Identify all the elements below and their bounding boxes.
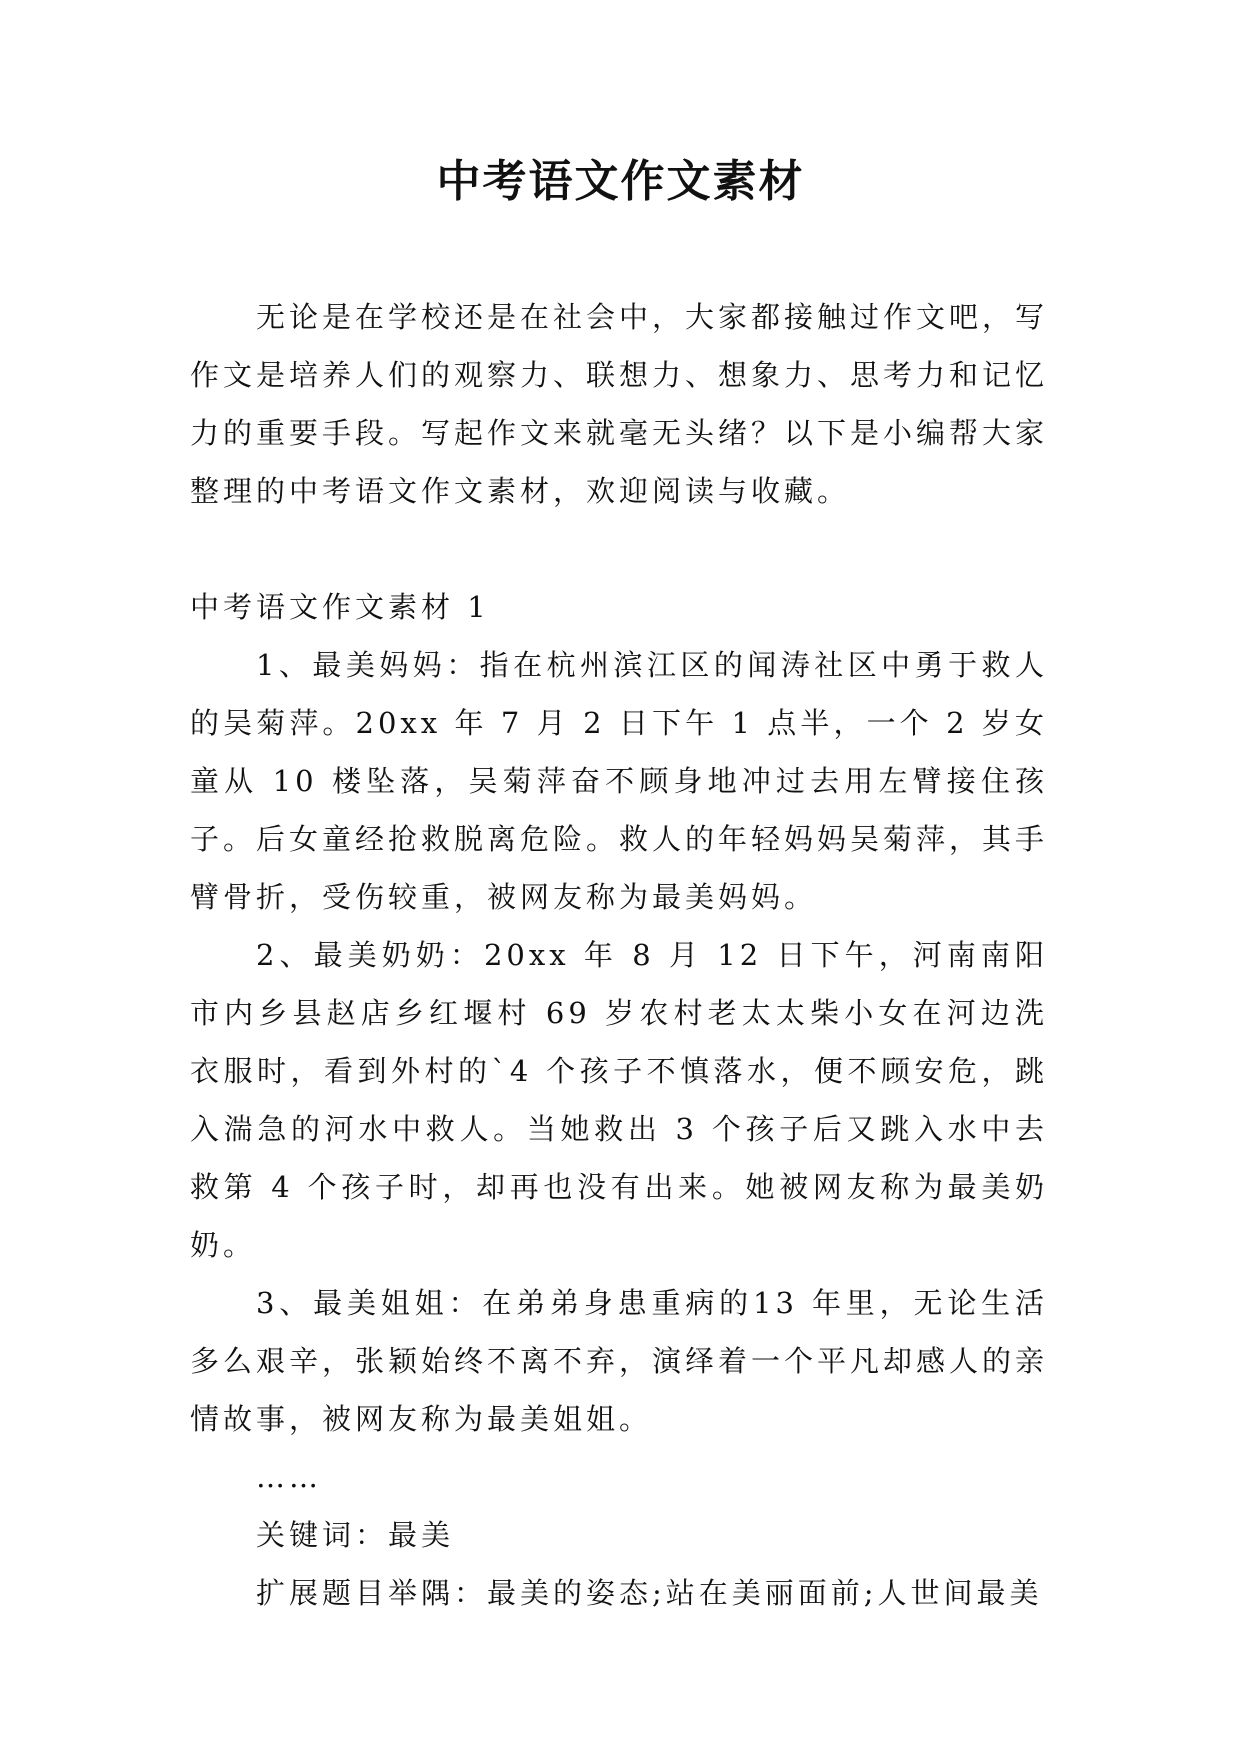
list-item: 3、最美姐姐：在弟弟身患重病的13 年里，无论生活多么艰辛，张颖始终不离不弃，演绎着一个平凡却感人的亲情故事，被网友称为最美姐姐。 bbox=[190, 1286, 1049, 1436]
page-title: 中考语文作文素材 bbox=[436, 156, 805, 207]
intro-paragraph: 无论是在学校还是在社会中，大家都接触过作文吧，写作文是培养人们的观察力、联想力、想象力、思考力和记忆力的重要手段。写起作文来就毫无头绪？以下是小编帮大家整理的中考语文作文素材，欢迎阅读与收藏。 bbox=[190, 300, 1049, 508]
list-item: 1、最美妈妈：指在杭州滨江区的闻涛社区中勇于救人的吴菊萍。20xx 年 7 月 2 日下午 1 点半，一个 2 岁女童从 10 楼坠落，吴菊萍奋不顾身地冲过去用左臂接住孩子。后女童经抢救脱离危险。救人的年轻妈妈吴菊萍，其手臂骨折，受伤较重，被网友称为最美妈妈。 bbox=[190, 648, 1049, 914]
ellipsis-text: …… bbox=[256, 1460, 322, 1494]
keywords-line: 关键词：最美 bbox=[256, 1518, 455, 1552]
section-heading: 中考语文作文素材 1 bbox=[190, 590, 490, 624]
list-item: 2、最美奶奶：20xx 年 8 月 12 日下午，河南南阳市内乡县赵店乡红堰村 69 岁农村老太太柴小女在河边洗衣服时，看到外村的`4 个孩子不慎落水，便不顾安危，跳入湍急的河水中救人。当她救出 3 个孩子后又跳入水中去救第 4 个孩子时，却再也没有出来。她被网友称为最美奶奶。 bbox=[190, 938, 1048, 1262]
paragraph-gap bbox=[190, 520, 1048, 578]
document-body bbox=[190, 288, 1048, 1622]
extension-line: 扩展题目举隅：最美的姿态;站在美丽面前;人世间最美 bbox=[256, 1576, 1043, 1610]
